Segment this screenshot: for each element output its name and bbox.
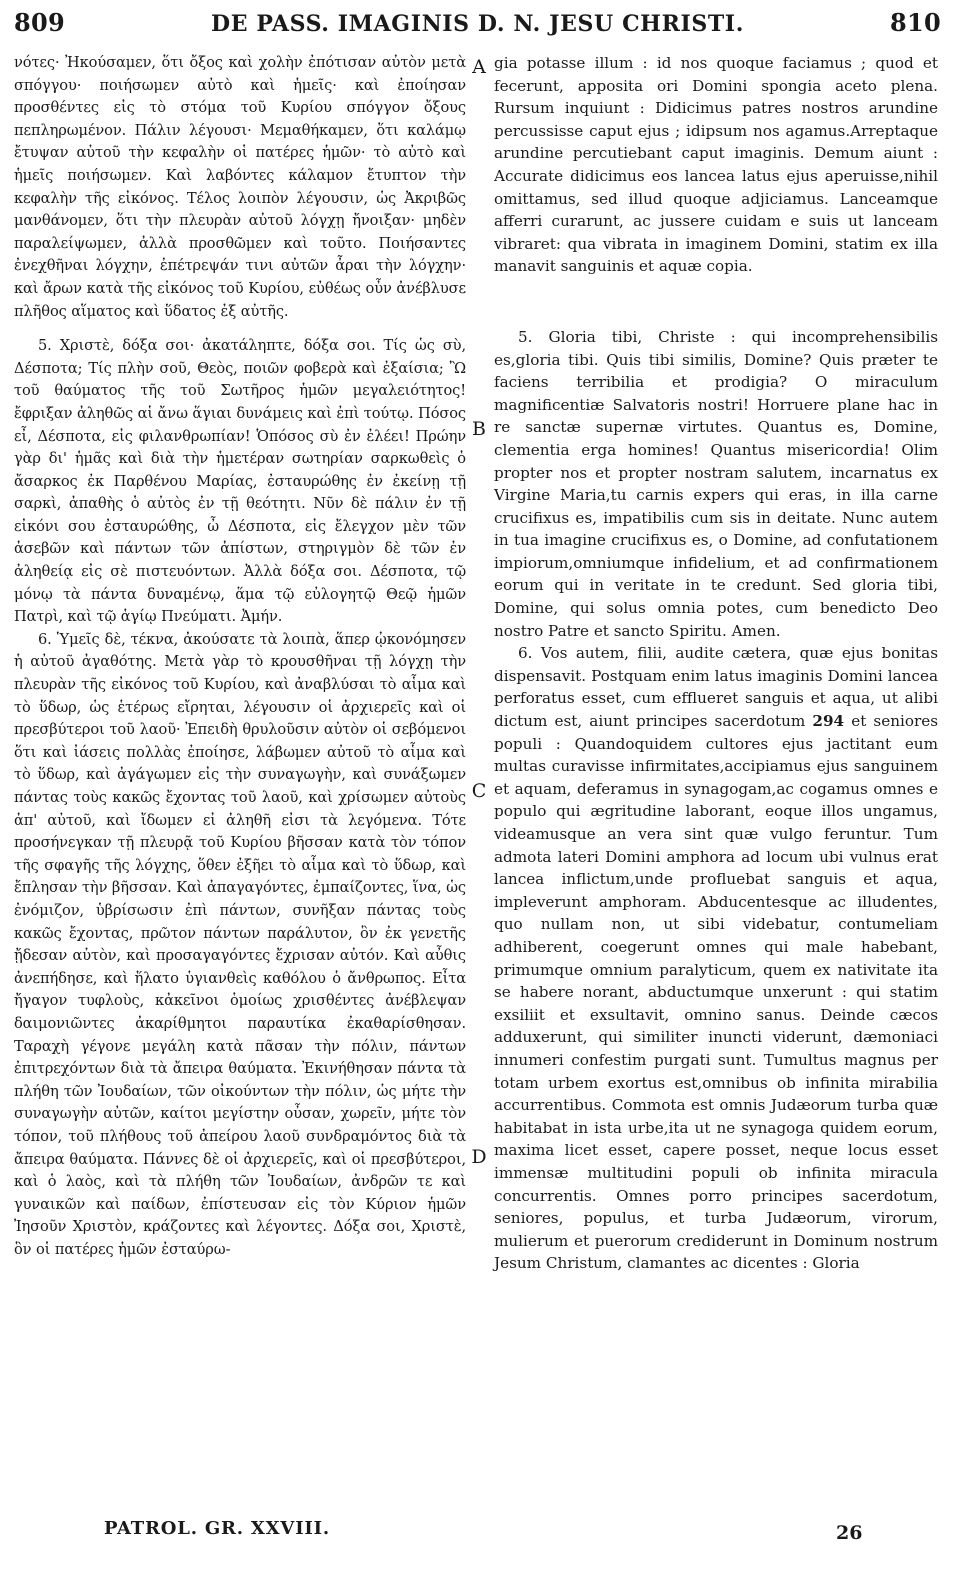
footer-signature: PATROL. GR. XXVIII. <box>104 1518 330 1539</box>
page-header <box>14 8 941 42</box>
latin-paragraph-6-rest: et seniores populi : Quandoquidem cultores ejus jactitant eum multas curavisse infirmitates,accipiamus ejus sanguinem et aquam, deferamus in synagogam,ac cogamus omnes e populo qui ægritudine laborant, eoque illos ungamus, videamusque an vera sint quæ vulgo feruntur. Tum admota lateri Domini amphora ad locum ubi vulnus erat lancea inflictum,unde profluebat sanguis et aqua, impleverunt amphoram. Abducentesque ac illudentes, quo nullam non, ut sibi videbatur, contumeliam adhiberent, coegerunt omnes qui male habebant, primumque omnium paralyticum, quem ex nativitate ita se habere norant, abductumque unxerunt : qui statim exsiliit et exsultavit, omnino sanus. Deinde cæcos adduxerunt, qui similiter inuncti viderunt, dæmoniaci innumeri confestim purgati sunt. Tumultus magnus per totam urbem exortus est,omnibus ob infinita mirabilia accurrentibus. Commota est omnis Judæorum turba quæ habitabat in ista urbe,ita ut ne synagoga quidem eorum, maxima licet esset, capere posset, neque locus esset immensæ multitudini populi ob infinita miracula concurrentis. Omnes porro principes sacerdotum, seniores, populus, et turba Judæorum, virorum, mulierum et puerorum crediderunt in Dominum nostrum Jesum Christum, clamantes ac dicentes : Gloria <box>494 712 939 1273</box>
margin-marker-b: B <box>472 418 486 440</box>
greek-paragraph-1: νότες· Ἠκούσαμεν, ὅτι ὄξος καὶ χολὴν ἐπότισαν αὐτὸν μετὰ σπόγγου· ποιήσωμεν αὐτὸ καὶ ἡμεῖς· καὶ ἐποίησαν προσθέντες εἰς τὸ στόμα τοῦ Κυρίου σπόγγον ὄξους πεπληρωμένον. Πάλιν λέγουσι· Μεμαθήκαμεν, ὅτι καλάμῳ ἔτυψαν αὐτοῦ τὴν κεφαλὴν οἱ πατέρες ἡμῶν· τὸ αὐτὸ καὶ ἡμεῖς ποιήσωμεν. Καὶ λαβόντες κάλαμον ἔτυπτον τὴν κεφαλὴν τῆς εἰκόνος. Τέλος λοιπὸν λέγουσιν, ὡς Ἀκριβῶς μανθάνομεν, ὅτι τὴν πλευρὰν αὐτοῦ λόγχῃ ἤνοιξαν· μηδὲν παραλείψωμεν, ἀλλὰ προσθῶμεν καὶ τοῦτο. Ποιήσαντες ἐνεχθῆναι λόγχην, ἐπέτρεψάν τινι αὐτῶν ἆραι τὴν λόγχην· καὶ ἄρων κατὰ τῆς εἰκόνος τοῦ Κυρίου, εὐθέως οὖν ἀνέβλυσε πλῆθος αἵματος καὶ ὕδατος ἐξ αὐτῆς. <box>14 54 466 320</box>
page-number-left: 809 <box>14 8 65 37</box>
greek-paragraph-6: 6. Ὑμεῖς δὲ, τέκνα, ἀκούσατε τὰ λοιπὰ, ἅπερ ᾠκονόμησεν ἡ αὐτοῦ ἀγαθότης. Μετὰ γὰρ τὸ κρουσθῆναι τῇ λόγχῃ τὴν πλευρὰν τῆς εἰκόνος τοῦ Κυρίου, καὶ ἀναβλύσαι τὸ αἷμα καὶ τὸ ὕδωρ, ὡς ἑτέρως εἴρηται, λέγουσιν οἱ ἀρχιερεῖς καὶ οἱ πρεσβύτεροι τοῦ λαοῦ· Ἐπειδὴ θρυλοῦσιν αὐτὸν οἱ σεβόμενοι ὅτι καὶ ἰάσεις πολλὰς ἐποίησε, λάβωμεν αὐτοῦ τὸ αἷμα καὶ τὸ ὕδωρ, καὶ ἀγάγωμεν εἰς τὴν συναγωγὴν, καὶ συνάξωμεν πάντας τοὺς κακῶς ἔχοντας τοῦ λαοῦ, καὶ χρίσωμεν αὐτοὺς ἀπ' αὐτοῦ, καὶ ἴδωμεν εἰ ἀληθῆ εἰσι τὰ λεγόμενα. Τότε προσήνεγκαν τῇ πλευρᾷ τοῦ Κυρίου βῆσσαν κατὰ τὸν τόπον τῆς σφαγῆς τῆς λόγχης, ὅθεν ἐξῆει τὸ αἷμα καὶ τὸ ὕδωρ, καὶ ἔπλησαν τὴν βῆσσαν. Καὶ ἀπαγαγόντες, ἐμπαίζοντες, ἵνα, ὡς ἐνόμιζον, ὑβρίσωσιν ἐπὶ πάντων, συνῆξαν πάντας τοὺς κακῶς ἔχοντας, πρῶτον πάντων παράλυτον, ὃν ἐκ γενετῆς ᾔδεσαν αὐτὸν, καὶ προσαγαγόντες ἔχρισαν αὐτόν. Καὶ αὖθις ἀνεπήδησε, καὶ ἥλατο ὑγιανθεὶς καθόλου ὁ ἄνθρωπος. Εἶτα ἤγαγον τυφλοὺς, κἀκεῖνοι ὁμοίως χρισθέντες ἀνέβλεψαν δαιμονιῶντες ἀκαρίθμητοι παραυτίκα ἐκαθαρίσθησαν. Ταραχὴ γέγονε μεγάλη κατὰ πᾶσαν τὴν πόλιν, πάντων ἐπιτρεχόντων διὰ τὰ ἄπειρα θαύματα. Ἐκινήθησαν πάντα τὰ πλήθη τῶν Ἰουδαίων, τῶν οἰκούντων τὴν πόλιν, ὡς μήτε τὴν συναγωγὴν αὐτῶν, καίτοι μεγίστην οὖσαν, χωρεῖν, μήτε τὸν τόπον, τοῦ πλήθους τοῦ ἀπείρου λαοῦ συνδραμόντος διὰ τὰ ἄπειρα θαύματα. Πάννες δὲ οἱ ἀρχιερεῖς, καὶ οἱ πρεσβύτεροι, καὶ ὁ λαὸς, καὶ τὰ πλήθη τῶν Ἰουδαίων, ἀνδρῶν τε καὶ γυναικῶν καὶ παίδων, ἐπίστευσαν εἰς τὸν Κύριον ἡμῶν Ἰησοῦν Χριστὸν, κράζοντες καὶ λέγοντες. Δόξα σοι, Χριστὲ, ὃν οἱ πατέρες ἡμῶν ἐσταύρω- <box>14 630 466 1258</box>
greek-paragraph-5: 5. Χριστὲ, δόξα σοι· ἀκατάληπτε, δόξα σοι. Τίς ὡς σὺ, Δέσποτα; Τίς πλὴν σοῦ, Θεὸς, ποιῶν φοβερὰ καὶ ἐξαίσια; Ὢ τοῦ θαύματος τῆς τοῦ Σωτῆρος ἡμῶν μεγαλειότητος! ἔφριξαν ἀληθῶς αἱ ἄνω ἅγιαι δυνάμεις καὶ ἐπὶ τούτῳ. Πόσος εἶ, Δέσποτα, εἰς φιλανθρωπίαν! Ὁπόσος σὺ ἐν ἐλέει! Πρώην γὰρ δι' ἡμᾶς καὶ διὰ τὴν ἡμετέραν σωτηρίαν σαρκωθεὶς ὁ ἄσαρκος ἐκ Παρθένου Μαρίας, ἐσταυρώθης ἐν ἐκείνῃ τῇ σαρκὶ, ἀπαθὴς ὁ αὐτὸς ἐν τῇ θεότητι. Νῦν δὲ πάλιν ἐν τῇ εἰκόνι σου ἐσταυρώθης, ὦ Δέσποτα, εἰς ἔλεγχον μὲν τῶν ἀσεβῶν καὶ πάντων τῶν ἀπίστων, στηριγμὸν δὲ τῶν ἐν ἀληθείᾳ εἰς σὲ πιστευόντων. Ἀλλὰ δόξα σοι. Δέσποτα, τῷ μόνῳ τὰ πάντα δυναμένῳ, ἅμα τῷ εὐλογητῷ Θεῷ ἡμῶν Πατρὶ, καὶ τῷ ἁγίῳ Πνεύματι. Ἀμήν. <box>14 337 466 626</box>
column-number: 294 <box>812 712 845 731</box>
greek-column <box>14 52 466 1261</box>
latin-paragraph-1: gia potasse illum : id nos quoque faciamus ; quod et fecerunt, apposita ori Domini spongia aceto plena. Rursum inquiunt : Didicimus patres nostros arundine percussisse caput ejus ; idipsum nos agamus.Arreptaque arundine percutiebant caput imaginis. Demum aiunt : Accurate didicimus eos lancea latus ejus aperuisse,nihil omittamus, sed illud quoque adjiciamus. Lanceamque afferri curarunt, ac jussere cuidam e suis ut lanceam vibraret: qua vibrata in imaginem Domini, statim ex illa manavit sanguinis et aquæ copia. <box>494 54 938 276</box>
latin-paragraph-6-start: 6. Vos autem, filii, audite cætera, quæ ejus bonitas dispensavit. Postquam enim latus imaginis Domini lancea perforatus esset, cum efflueret sanguis et aqua, ut alibi dictum est, aiunt principes sacerdotum <box>494 644 938 731</box>
margin-marker-c: C <box>471 780 487 802</box>
latin-column <box>494 52 938 1275</box>
margin-marker-d: D <box>471 1146 487 1168</box>
margin-marker-a: A <box>472 56 486 78</box>
latin-paragraph-6 <box>494 642 938 1275</box>
latin-paragraph-5: 5. Gloria tibi, Christe : qui incomprehensibilis es,gloria tibi. Quis tibi similis, Domine? Quis præter te faciens terribilia et prodigia? O miraculum magnificentiæ Salvatoris nostri! Horruere plane hac in re sanctæ supernæ virtutes. Quantus es, Domine, clementia erga homines! Quantus misericordia! Olim propter nos et propter nostram salutem, incarnatus ex Virgine Maria,tu carnis expers qui eras, in illa carne crucifixus es, impatibilis cum sis in deitate. Nunc autem in tua imagine crucifixus es, o Domine, ad confutationem impiorum,omniumque infidelium, et ad confirmationem eorum qui in veritate in te credunt. Sed gloria tibi, Domine, qui solus omnia potes, cum benedicto Deo nostro Patre et sancto Spiritu. Amen. <box>494 327 938 640</box>
page-number-right: 810 <box>890 8 941 37</box>
footer-sheet-number: 26 <box>836 1522 863 1544</box>
running-title: DE PASS. IMAGINIS D. N. JESU CHRISTI. <box>211 11 744 37</box>
